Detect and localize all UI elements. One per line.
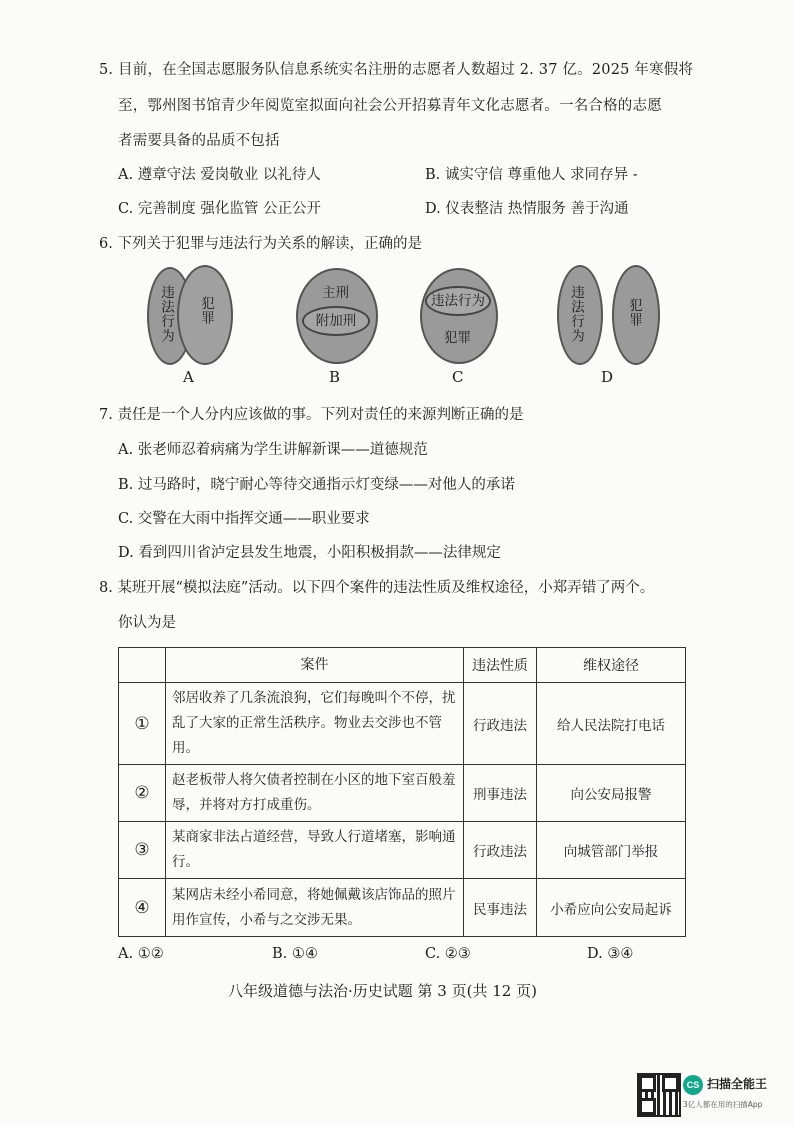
q5-option-b: B. 诚实守信 尊重他人 求同存异 - <box>425 167 638 183</box>
q5-option-c: C. 完善制度 强化监管 公正公开 <box>118 201 322 217</box>
q8-option-c: C. ②③ <box>425 946 471 962</box>
table-header-row <box>119 648 686 683</box>
q5-stem-line-2: 至，鄂州图书馆青少年阅览室拟面向社会公开招募青年文化志愿者。一名合格的志愿 <box>118 98 662 114</box>
row-type: 刑事违法 <box>464 765 537 822</box>
row-type: 行政违法 <box>464 822 537 879</box>
diagram-d-letter: D <box>601 368 614 386</box>
diagram-c-outer-ellipse <box>420 268 498 364</box>
q7-option-c: C. 交警在大雨中指挥交通——职业要求 <box>118 511 370 527</box>
diagram-c-letter: C <box>452 368 464 386</box>
row-number: ③ <box>119 822 166 879</box>
q8-option-b: B. ①④ <box>272 946 318 962</box>
q6-stem: 6. 下列关于犯罪与违法行为关系的解读，正确的是 <box>99 236 422 252</box>
table-row <box>119 879 686 937</box>
page-footer: 八年级道德与法治·历史试题 第 3 页(共 12 页) <box>228 982 537 1000</box>
diagram-d-right-label: 犯罪 <box>626 298 642 327</box>
diagram-a-right-label: 犯罪 <box>198 296 214 325</box>
table-row <box>119 683 686 765</box>
table-header-case: 案件 <box>166 648 464 683</box>
q8-option-d: D. ③④ <box>587 946 634 962</box>
row-route: 向城管部门举报 <box>537 822 686 879</box>
diagram-b-inner-ellipse <box>302 306 370 336</box>
diagram-a-left-label: 违法行为 <box>158 285 174 343</box>
row-case: 某网店未经小希同意，将她佩戴该店饰品的照片用作宣传，小希与之交涉无果。 <box>166 879 464 937</box>
diagram-c-inner-label: 违法行为 <box>431 293 485 309</box>
row-type: 行政违法 <box>464 683 537 765</box>
q8-option-a: A. ①② <box>118 946 164 962</box>
row-number: ④ <box>119 879 166 937</box>
q8-case-table <box>118 647 686 937</box>
table-row <box>119 765 686 822</box>
q8-stem-line-2: 你认为是 <box>118 615 176 631</box>
diagram-c-outer-label: 犯罪 <box>444 330 471 346</box>
camscanner-logo: CS <box>683 1075 703 1095</box>
row-type: 民事违法 <box>464 879 537 937</box>
diagram-b-inner-label: 附加刑 <box>315 313 357 329</box>
q7-stem: 7. 责任是一个人分内应该做的事。下列对责任的来源判断正确的是 <box>99 407 524 423</box>
row-number: ② <box>119 765 166 822</box>
diagram-a-letter: A <box>183 368 194 386</box>
row-case: 赵老板带人将欠债者控制在小区的地下室百般羞辱，并将对方打成重伤。 <box>166 765 464 822</box>
q7-option-d: D. 看到四川省泸定县发生地震，小阳积极捐款——法律规定 <box>118 545 501 561</box>
table-row <box>119 822 686 879</box>
q5-stem-line-1: 5. 目前，在全国志愿服务队信息系统实名注册的志愿者人数超过 2. 37 亿。2025 年寒假将 <box>99 62 694 78</box>
diagram-b-outer-label: 主刑 <box>322 285 349 301</box>
table-header-route: 维权途径 <box>537 648 686 683</box>
q5-option-d: D. 仪表整洁 热情服务 善于沟通 <box>425 201 629 217</box>
watermark-subtitle: 3亿人都在用的扫描App <box>683 1100 763 1109</box>
watermark-title: 扫描全能王 <box>707 1077 768 1091</box>
qr-code-icon <box>637 1073 681 1117</box>
table-header-type: 违法性质 <box>464 648 537 683</box>
diagram-c-inner-ellipse <box>425 286 491 316</box>
diagram-b-letter: B <box>329 368 341 386</box>
row-route: 向公安局报警 <box>537 765 686 822</box>
row-case: 邻居收养了几条流浪狗，它们每晚叫个不停，扰乱了大家的正常生活秩序。物业去交涉也不管用。 <box>166 683 464 765</box>
q5-option-a: A. 遵章守法 爱岗敬业 以礼待人 <box>118 167 321 183</box>
q8-stem-line-1: 8. 某班开展“模拟法庭”活动。以下四个案件的违法性质及维权途径，小郑弄错了两个。 <box>99 580 655 596</box>
row-route: 小希应向公安局起诉 <box>537 879 686 937</box>
row-case: 某商家非法占道经营，导致人行道堵塞，影响通行。 <box>166 822 464 879</box>
row-route: 给人民法院打电话 <box>537 683 686 765</box>
table-header-number <box>119 648 166 683</box>
q7-option-a: A. 张老师忍着病痛为学生讲解新课——道德规范 <box>118 442 428 458</box>
q7-option-b: B. 过马路时，晓宁耐心等待交通指示灯变绿——对他人的承诺 <box>118 477 515 493</box>
row-number: ① <box>119 683 166 765</box>
diagram-d-left-label: 违法行为 <box>568 285 584 343</box>
q5-stem-line-3: 者需要具备的品质不包括 <box>118 133 280 149</box>
